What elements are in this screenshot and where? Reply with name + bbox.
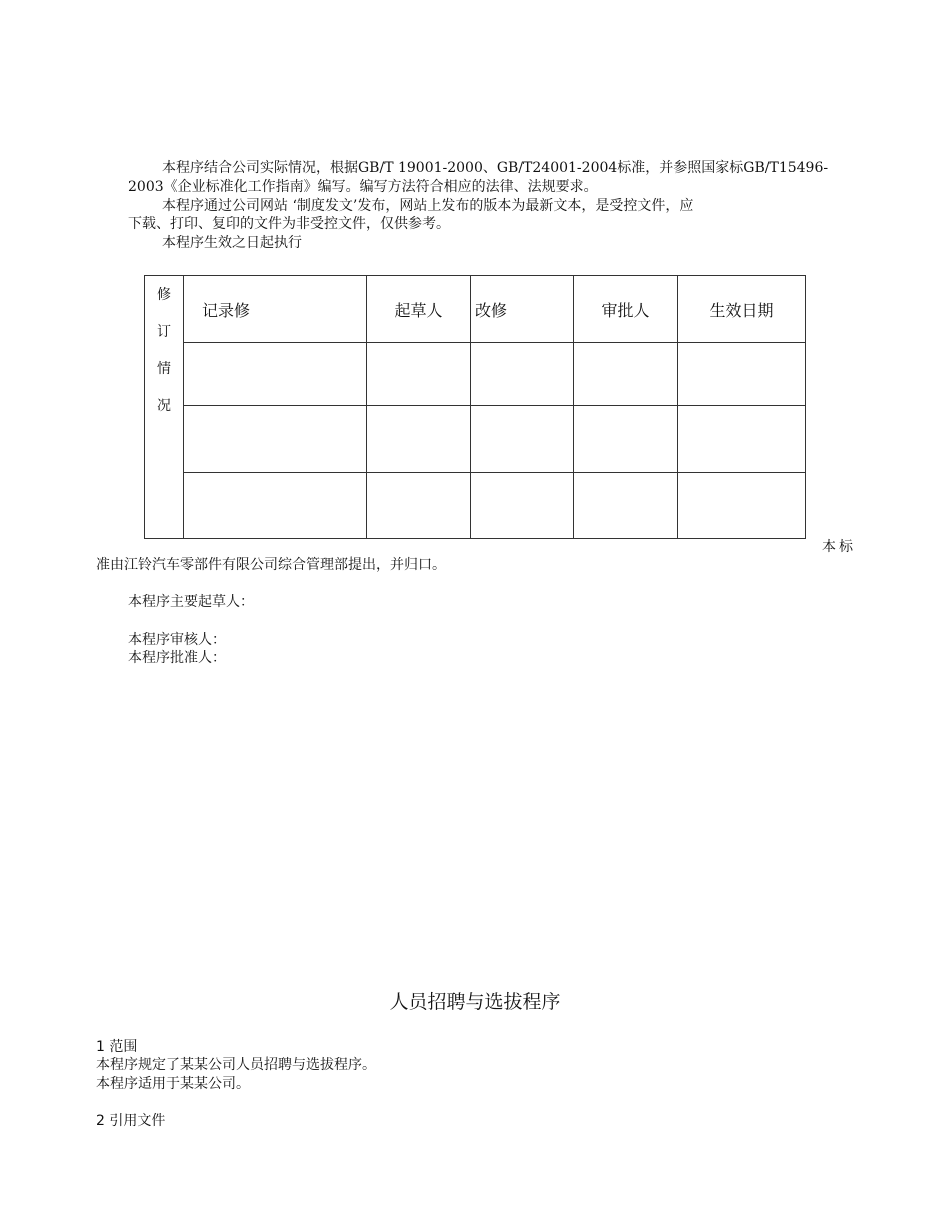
table-cell — [471, 406, 574, 473]
table-row — [145, 343, 806, 406]
revision-side-label — [145, 276, 184, 539]
header-approver: 审批人 — [574, 276, 678, 343]
side-char: 情 — [157, 361, 171, 377]
table-cell — [184, 473, 367, 539]
header-effective-date: 生效日期 — [678, 276, 806, 343]
intro-p1-line1: 本程序结合公司实际情况，根据GB/T 19001-2000、GB/T24001-2004标准，并参照国家标GB/T15496- — [162, 160, 829, 176]
revision-header-row — [145, 276, 806, 343]
header-modifier: 改修 — [471, 276, 574, 343]
table-cell — [678, 343, 806, 406]
table-cell — [367, 473, 471, 539]
section-2-heading: 2 引用文件 — [96, 1113, 166, 1129]
table-cell — [184, 406, 367, 473]
side-char: 修 — [157, 287, 171, 303]
table-cell — [184, 343, 367, 406]
intro-p2-line2: 下载、打印、复印的文件为非受控文件，仅供参考。 — [128, 216, 450, 232]
table-cell — [678, 406, 806, 473]
header-record: 记录修 — [184, 276, 367, 343]
intro-p3: 本程序生效之日起执行 — [162, 235, 302, 251]
standard-note-part2: 准由江铃汽车零部件有限公司综合管理部提出，并归口。 — [96, 557, 446, 573]
side-char: 订 — [157, 324, 171, 340]
table-cell — [367, 343, 471, 406]
section-1-heading: 1 范围 — [96, 1039, 138, 1055]
header-drafter: 起草人 — [367, 276, 471, 343]
approver-line: 本程序批准人： — [128, 650, 226, 666]
standard-note-part1: 本标 — [822, 539, 856, 555]
intro-p1-line2: 2003《企业标准化工作指南》编写。编写方法符合相应的法律、法规要求。 — [128, 179, 598, 195]
table-cell — [471, 473, 574, 539]
table-row — [145, 473, 806, 539]
table-cell — [471, 343, 574, 406]
table-cell — [678, 473, 806, 539]
table-cell — [574, 343, 678, 406]
table-cell — [367, 406, 471, 473]
side-char: 况 — [157, 398, 171, 414]
section-1-line1: 本程序规定了某某公司人员招聘与选拔程序。 — [96, 1057, 376, 1073]
table-cell — [574, 406, 678, 473]
section-1-line2: 本程序适用于某某公司。 — [96, 1076, 250, 1092]
table-row — [145, 406, 806, 473]
intro-p2-line1: 本程序通过公司网站 ‘制度发文’发布，网站上发布的版本为最新文本，是受控文件，应 — [162, 198, 694, 214]
revision-table — [144, 275, 806, 539]
table-cell — [574, 473, 678, 539]
reviewer-line: 本程序审核人： — [128, 632, 226, 648]
page-title: 人员招聘与选拔程序 — [389, 991, 561, 1013]
drafter-line: 本程序主要起草人： — [128, 594, 254, 610]
